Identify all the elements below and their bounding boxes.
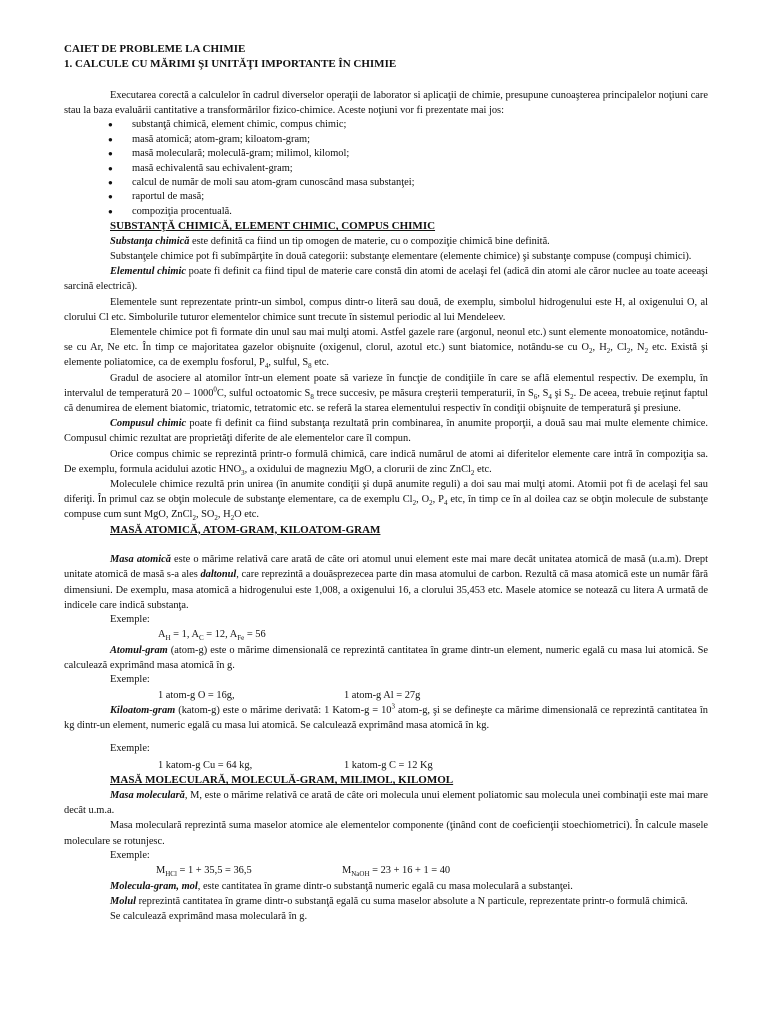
text: , P	[432, 494, 444, 506]
paragraph	[64, 371, 708, 417]
term: Kiloatom-gram	[110, 705, 176, 717]
subscript: Fe	[237, 634, 245, 643]
text: = 12, A	[203, 629, 238, 641]
example-text	[158, 627, 266, 643]
subscript: 2	[412, 499, 417, 508]
subscript: 4	[548, 392, 552, 401]
subscript: 8	[308, 362, 312, 371]
text: , H	[592, 342, 607, 354]
subscript: 4	[443, 499, 448, 508]
examples-label: Exemple:	[110, 849, 150, 861]
paragraph	[64, 477, 708, 523]
examples-label: Exemple:	[110, 674, 150, 686]
list-item: ● raportul de masă;	[108, 190, 708, 204]
example-text: 1 atom-g O = 16g,	[158, 689, 235, 701]
text: este definită ca fiind un tip omogen de materie, cu o compoziţie chimică bine definită.	[189, 235, 550, 247]
document-page	[64, 42, 708, 924]
subscript: H	[165, 634, 171, 643]
intro-paragraph: Executarea corectă a calculelor în cadrul diverselor operaţii de laborator si aplicaţii de chimie, presupune cunoaşterea principalelor noţiuni care stau la baza evaluării cantitative a transformărilor fizico-chimice. Aceste noţiuni vor fi prezentate mai jos:	[64, 90, 708, 117]
document-title: CAIET DE PROBLEME LA CHIMIE	[64, 43, 246, 55]
text: , Cl	[610, 342, 627, 354]
text: etc, în timp ce în al doilea caz se obţin molecule de substanţe compuse cum sunt MgO, ZnCl	[64, 494, 709, 521]
list-item: ● compoziţia procentuală.	[108, 205, 708, 219]
subscript: 2	[230, 514, 235, 523]
text: poate fi definit ca fiind substanţa rezultată prin combinarea, în anumite proporţii, a două sau mai multe elemente chimice. Compusul chimic rezultat are proprietăţi diferite de ale elementelor care îl compun.	[64, 418, 708, 445]
subscript: 2	[589, 347, 593, 356]
text: = 1 + 35,5 = 36,5	[176, 865, 252, 877]
text: , S	[537, 387, 549, 399]
term: Masa atomică	[110, 554, 171, 566]
text: şi S	[551, 387, 571, 399]
paragraph	[64, 325, 708, 371]
term: Elementul chimic	[110, 266, 186, 278]
topics-list	[64, 118, 708, 219]
paragraph: Elementele sunt reprezentate printr-un simbol, compus dintr-o literă sau două, de exemplu, simbolul hidrogenului este H, al oxigenului O, al clorului Cl etc. Simbolurile tuturor elementelor chimice sunt trecute în sistemul periodic al lui Mendeleev.	[64, 296, 708, 323]
section-heading-substanta: SUBSTANŢĂ CHIMICĂ, ELEMENT CHIMIC, COMPUS CHIMIC	[110, 220, 436, 233]
text: , O	[416, 494, 430, 506]
examples-label: Exemple:	[110, 742, 150, 754]
text: . De aceea, trebuie reţinut faptul că denumirea de element biatomic, triatomic, tetratomic etc. se referă la starea elementului respectiv în condiţii obişnuite de temperatură şi presiune.	[64, 387, 708, 414]
term: Molecula-gram, mol	[110, 880, 198, 892]
text: poate fi definit ca fiind tipul de materie care constă din atomi de acelaşi fel (adică din atomi ale căror nuclee au toate aceeaşi sarcină electrică).	[64, 266, 708, 293]
list-item: ● masă echivalentă sau echivalent-gram;	[108, 162, 708, 176]
text: = 56	[244, 629, 266, 641]
chapter-title: 1. CALCULE CU MĂRIMI ŞI UNITĂŢI IMPORTANTE ÎN CHIMIE	[64, 57, 397, 70]
text: M	[156, 865, 166, 877]
subscript: 6	[533, 392, 538, 401]
superscript: 3	[391, 702, 395, 711]
paragraph	[64, 447, 708, 477]
text: , este cantitatea în grame dintr-o substanţă numeric egală cu masa moleculară a substanţei.	[197, 880, 573, 892]
text: , H	[217, 509, 231, 521]
subscript: HCl	[165, 870, 177, 879]
text: M	[342, 865, 352, 877]
subscript: NaOH	[351, 870, 370, 879]
paragraph	[64, 264, 708, 294]
paragraph: Substanţele chimice pot fi subîmpărţite în două categorii: substanţe elementare (elemente chimice) şi substanţe compuse (compuşi chimici).	[110, 250, 692, 262]
subscript: 2	[606, 347, 611, 356]
text: , N	[630, 342, 645, 354]
list-item: ● calcul de număr de moli sau atom-gram cunoscând masa substanţei;	[108, 176, 708, 190]
text: = 1, A	[170, 629, 199, 641]
paragraph	[64, 703, 708, 733]
text: (katom-g) este o mărime derivată: 1 Katom-g = 10	[175, 705, 392, 717]
example-text	[156, 863, 342, 879]
text: etc.	[474, 463, 492, 475]
term: Molul	[110, 895, 136, 907]
paragraph	[64, 643, 708, 673]
text: etc. Există şi elemente poliatomice, ca de exemplu fosforul, P	[64, 342, 709, 369]
text: , care reprezintă a douăsprezecea parte din masa atomului de carbon. Rezultă că masa atomică este un număr fără dimensiuni. De exemplu, masa atomică a hidrogenului este 1,008, a oxigenului 16, a clorului 35,453 etc. Masele atomice se notează cu litera A urmată de indicele care indică substanţa.	[64, 569, 708, 611]
subscript: 2	[470, 468, 475, 477]
examples-label: Exemple:	[110, 613, 150, 625]
example-row	[64, 758, 708, 774]
term: daltonul	[200, 569, 237, 581]
text: , a oxidului de magneziu MgO, a clorurii de zinc ZnCl	[244, 463, 471, 475]
paragraph	[64, 894, 708, 909]
list-item: ● masă moleculară; moleculă-gram; milimol, kilomol;	[108, 147, 708, 161]
subscript: 2	[570, 392, 574, 401]
example-row	[64, 688, 708, 704]
paragraph	[64, 879, 708, 894]
list-item: ● substanţă chimică, element chimic, compus chimic;	[108, 118, 708, 132]
text: , sulful, S	[268, 357, 309, 369]
subscript: 4	[264, 362, 269, 371]
text: = 23 + 16 + 1 = 40	[369, 865, 451, 877]
subscript: 8	[310, 392, 314, 401]
section-heading-masa-atomica: MASĂ ATOMICĂ, ATOM-GRAM, KILOATOM-GRAM	[110, 523, 381, 536]
paragraph: Masa moleculară reprezintă suma maselor atomice ale elementelor componente (ţinând cont de coeficienţii stoechiometrici). În calcule masele moleculare se rotunjesc.	[64, 820, 708, 847]
paragraph	[64, 552, 708, 613]
paragraph	[64, 788, 708, 818]
term: Masa moleculară	[110, 789, 185, 801]
text: Gradul de asociere al atomilor într-un element poate să varieze în funcţie de condiţiile în care se află elementul respectiv. De exemplu, în intervalul de temperatură 20 – 1000	[64, 372, 708, 399]
text: A	[158, 629, 166, 641]
text: atom-g, şi se defineşte ca mărime dimensională ce reprezintă cantitatea în kg dintr-un element, numeric egală cu masa lui atomică. Se calculează exprimând masa atomică în kg.	[64, 705, 708, 732]
paragraph	[64, 416, 708, 446]
subscript: 2	[192, 514, 196, 523]
text: etc.	[311, 357, 329, 369]
example-row	[64, 627, 708, 643]
text: , SO	[195, 509, 215, 521]
term: Compusul chimic	[110, 418, 187, 430]
text: reprezintă cantitatea în grame dintr-o substanţă egală cu suma maselor absolute a N particule, reprezentate printr-o formulă chimică.	[136, 895, 688, 907]
example-text: 1 katom-g Cu = 64 kg,	[158, 759, 253, 771]
text: Orice compus chimic se reprezintă printr-o formulă chimică, care indică numărul de atomi ai diferitelor elemente care intră în compoziţia sa. De exemplu, formula acidului azotic HNO	[64, 448, 708, 475]
text: C, sulful octoatomic S	[216, 387, 311, 399]
text: (atom-g) este o mărime dimensională ce reprezintă cantitatea în grame dintr-un element, numeric egală cu masa lui atomică. Se calculează exprimând masa atomică în g.	[64, 644, 708, 672]
example-text	[342, 863, 450, 879]
term: Substanţa chimică	[110, 235, 190, 247]
text: trece succesiv, pe măsura creşterii temperaturii, în S	[313, 387, 534, 399]
example-text: 1 atom-g Al = 27g	[344, 689, 421, 701]
text: O etc.	[234, 509, 259, 521]
subscript: 2	[214, 514, 218, 523]
list-item: ● masă atomică; atom-gram; kiloatom-gram;	[108, 133, 708, 147]
paragraph: Se calculează exprimând masa moleculară în g.	[110, 911, 308, 923]
subscript: 2	[644, 347, 649, 356]
term: Atomul-gram	[110, 644, 168, 656]
example-text: 1 katom-g C = 12 Kg	[344, 759, 433, 771]
text: , M, este o mărime relativă ce arată de câte ori molecula unui element poliatomic sau molecula unei combinaţii este mai mare decât u.m.a.	[64, 789, 709, 817]
subscript: C	[198, 634, 204, 643]
paragraph	[64, 234, 708, 249]
subscript: 2	[429, 499, 433, 508]
text: Moleculele chimice rezultă prin unirea (în anumite condiţii şi după anumite reguli) a doi sau mai mulţi atomi. Atomii pot fi de acelaşi fel sau diferiţi. În primul caz se obţin molecule de substanţe elementare, ca de exemplu Cl	[64, 479, 708, 506]
subscript: 2	[626, 347, 631, 356]
subscript: 3	[241, 468, 245, 477]
text: este o mărime relativă care arată de câte ori atomul unui element este mai mare decât unitatea atomică de masă (u.a.m). Drept unitate atomică de masă s-a ales	[64, 554, 708, 581]
superscript: 0	[213, 385, 217, 394]
section-heading-masa-moleculara: MASĂ MOLECULARĂ, MOLECULĂ-GRAM, MILIMOL, KILOMOL	[110, 774, 454, 787]
text: Elementele chimice pot fi formate din unul sau mai mulţi atomi. Astfel gazele rare (argonul, neonul etc.) sunt elemente monoatomice, notându-se cu Ar, Ne etc. În timp ce majoritatea gazelor obişnuite (oxigenul, clorul, azotul etc.) sunt biatomice, notându-se cu O	[64, 326, 708, 354]
example-row	[64, 863, 708, 879]
